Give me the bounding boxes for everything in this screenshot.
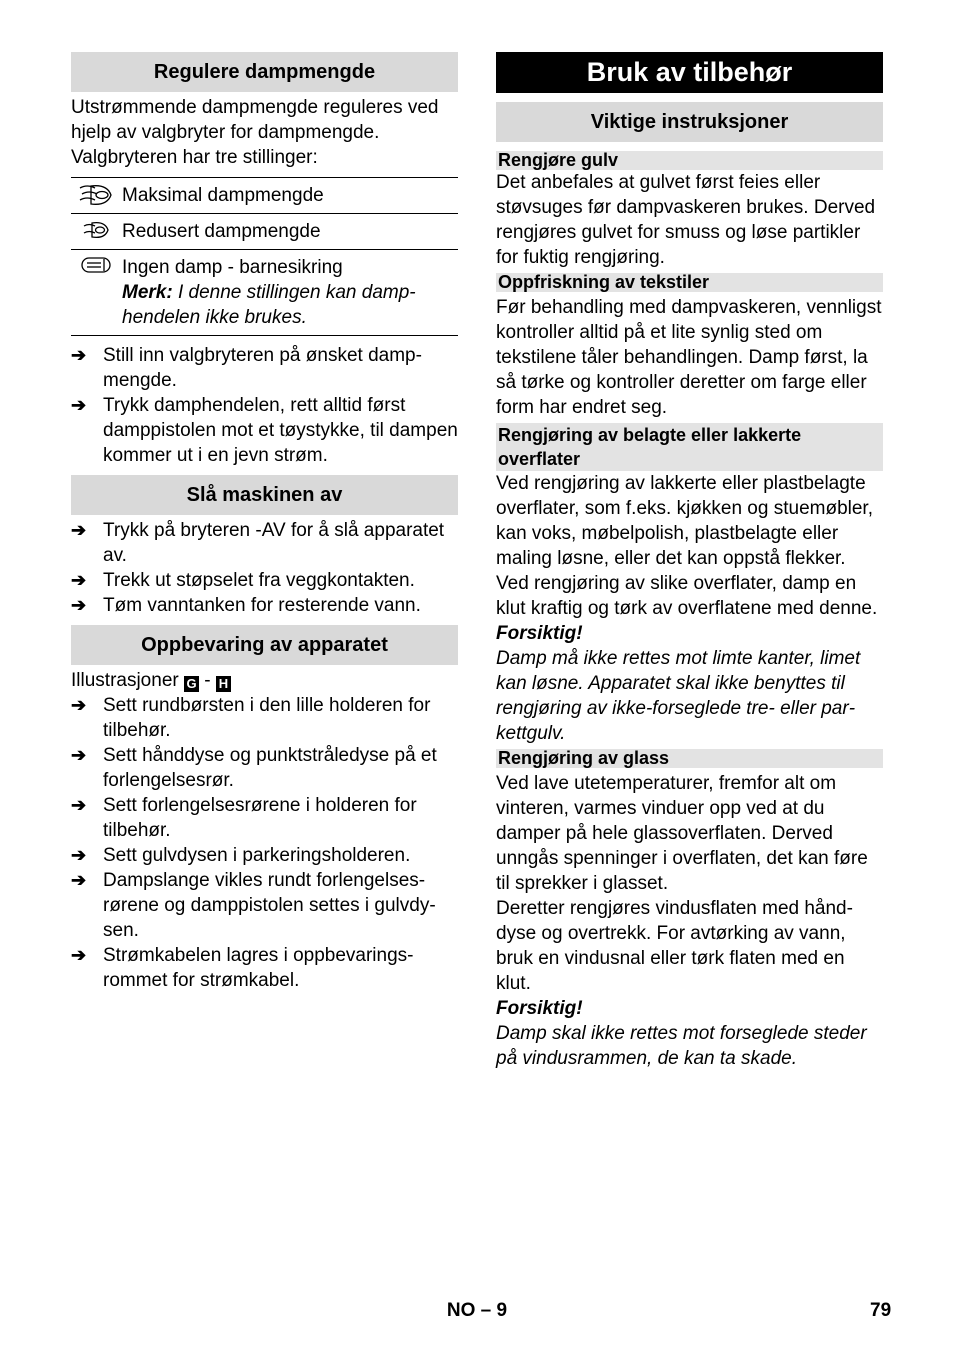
coated-surfaces-text: Ved rengjøring av lakkerte eller plastbelagte overflater, som f.eks. kjøkken og stuemøbler, kan voks, møbelpolish, plastbelagte eller maling løsne, eller det kan oppstå flekker. Ved rengjøring av slike overflater, damp en klut kraftig og tørk av overflatene med denne. (496, 473, 878, 619)
list-item: ➔ Sett gulvdysen i parkeringsholderen. (71, 845, 411, 866)
list-item: ➔ Dampslange vikles rundt forlengelsesrørene og damppistolen settes i gulvdysen. (71, 870, 436, 941)
list-item: ➔ Still inn valgbryteren på ønsket dampmengde. (71, 345, 422, 391)
list-item: ➔ Trykk damphendelen, rett alltid først damppistolen mot et tøystykke, til dampen kommer ut i en jevn strøm. (71, 395, 458, 466)
setting-row (71, 249, 458, 335)
heading-important: Viktige instruksjoner (496, 102, 883, 142)
storage-steps (71, 693, 458, 993)
list-item: ➔ Trykk på bryteren -AV for å slå apparatet av. (71, 520, 445, 566)
arrow-right-icon: ➔ (71, 395, 87, 415)
list-item: ➔ Sett rundbørsten i den lille holderen for tilbehør. (71, 695, 431, 741)
steam-steps (71, 343, 458, 468)
floor-text: Det anbefales at gulvet først feies eller støvsuges før dampvaskeren brukes. Derved rengjøres gulvet for smuss og løse partikler for fuktig rengjøring. (496, 172, 876, 268)
left-column (71, 52, 458, 993)
settings-table (71, 177, 458, 336)
setting-row (71, 213, 458, 249)
arrow-right-icon: ➔ (71, 570, 87, 590)
caution-text: Damp skal ikke rettes mot forseglede steder på vindusrammen, de kan ta skade. (496, 1023, 867, 1069)
illustration-letter-g: G (184, 676, 199, 692)
subheading-glass: Rengjøring av glass (496, 749, 883, 768)
arrow-right-icon: ➔ (71, 595, 87, 615)
arrow-right-icon: ➔ (71, 520, 87, 540)
right-column (496, 52, 883, 1071)
list-item: ➔ Trekk ut støpselet fra veggkontakten. (71, 570, 415, 591)
arrow-right-icon: ➔ (71, 845, 87, 865)
caution-label: Forsiktig! (496, 998, 583, 1019)
max-steam-icon (71, 178, 121, 208)
heading-switch-off: Slå maskinen av (71, 475, 458, 515)
caution-label: Forsiktig! (496, 623, 583, 644)
steam-intro: Utstrømmende dampmengde reguleres ved hjelp av valgbryter for dampmengde. Valgbryteren har tre stillinger: (71, 97, 439, 168)
page-number: 79 (870, 1300, 892, 1321)
list-item: ➔ Sett hånddyse og punktstråledyse på et forlengelsesrør. (71, 745, 437, 791)
glass-text-1: Ved lave utetemperaturer, fremfor alt om vinteren, varmes vinduer opp ved at du damper på hele glassoverflaten. Derved unngås spenninger i overflaten, det kan føre til sprekker i glasset. (496, 773, 868, 894)
setting-label (121, 250, 458, 335)
arrow-right-icon: ➔ (71, 345, 87, 365)
subheading-textiles: Oppfriskning av tekstiler (496, 273, 883, 292)
setting-label: Redusert dampmengde (122, 221, 321, 242)
caution-text: Damp må ikke rettes mot limte kanter, limet kan løsne. Apparatet skal ikke benyttes til rengjøring av ikke-forseglede tre- eller parkettgulv. (496, 648, 861, 744)
subheading-coated-surfaces: Rengjøring av belagte eller lakkerte overflater (496, 423, 883, 471)
heading-steam-regulation: Regulere dampmengde (71, 52, 458, 92)
arrow-right-icon: ➔ (71, 795, 87, 815)
illustrations-ref: Illustrasjoner G - H (71, 668, 458, 693)
note-label: Merk: (122, 282, 173, 303)
arrow-right-icon: ➔ (71, 745, 87, 765)
textiles-text: Før behandling med dampvaskeren, vennligst kontroller alltid på et lite synlig sted om tekstilene tåler behandlingen. Damp først, la så tørke og kontroller deretter om farge eller form har endret seg. (496, 297, 882, 418)
setting-label-text: Ingen damp - barnesikring (122, 257, 343, 278)
list-item: ➔ Sett forlengelsesrørene i holderen for tilbehør. (71, 795, 417, 841)
heading-storage: Oppbevaring av apparatet (71, 625, 458, 665)
arrow-right-icon: ➔ (71, 870, 87, 890)
no-steam-icon (71, 250, 121, 276)
glass-text-2: Deretter rengjøres vindusflaten med hånddyse og overtrekk. For avtørking av vann, bruk en vindusnal eller tørk flaten med en klut. (496, 898, 853, 994)
list-item: ➔ Strømkabelen lagres i oppbevaringsrommet for strømkabel. (71, 945, 414, 991)
reduced-steam-icon (71, 214, 121, 242)
footer-section: NO – 9 (446, 1300, 508, 1321)
subheading-floor: Rengjøre gulv (496, 151, 883, 170)
note-text: I denne stillingen kan damphendelen ikke brukes. (122, 282, 416, 328)
setting-row (71, 178, 458, 213)
setting-label: Maksimal dampmengde (122, 185, 324, 206)
arrow-right-icon: ➔ (71, 695, 87, 715)
switch-off-steps (71, 518, 458, 618)
arrow-right-icon: ➔ (71, 945, 87, 965)
page-title: Bruk av tilbehør (496, 52, 883, 93)
list-item: ➔ Tøm vanntanken for resterende vann. (71, 595, 421, 616)
illustration-letter-h: H (216, 676, 231, 692)
